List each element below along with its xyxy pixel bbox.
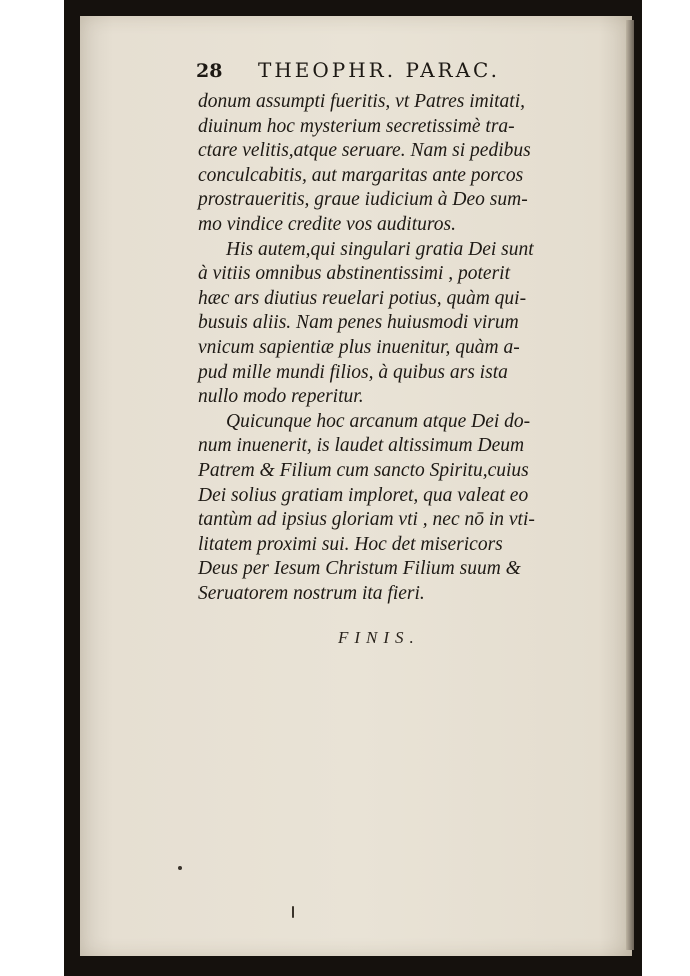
running-head: THEOPHR. PARAC. bbox=[258, 58, 500, 82]
text-line: tantùm ad ipsius gloriam vti , nec nō in vti- bbox=[198, 509, 535, 531]
text-line: ctare velitis,atque seruare. Nam si pedibus bbox=[198, 140, 531, 162]
body-text bbox=[198, 90, 604, 606]
text-line: Quicunque hoc arcanum atque Dei do- bbox=[226, 410, 531, 432]
text-line: vnicum sapientiæ plus inuenitur, quàm a- bbox=[198, 336, 520, 358]
ink-speck bbox=[292, 906, 294, 918]
text-line: litatem proximi sui. Hoc det misericors bbox=[198, 533, 503, 555]
text-line: Dei solius gratiam imploret, qua valeat eo bbox=[198, 484, 529, 506]
text-line: Patrem & Filium cum sancto Spiritu,cuius bbox=[198, 459, 529, 481]
text-line: diuinum hoc mysterium secretissimè tra- bbox=[198, 115, 515, 137]
ink-speck bbox=[178, 866, 182, 870]
text-line: conculcabitis, aut margaritas ante porcos bbox=[198, 164, 524, 186]
text-line: busuis aliis. Nam penes huiusmodi virum bbox=[198, 312, 519, 334]
text-line: Deus per Iesum Christum Filium suum & bbox=[198, 558, 521, 580]
text-line: hæc ars diutius reuelari potius, quàm qui- bbox=[198, 287, 527, 309]
finis-label: FINIS. bbox=[338, 628, 420, 647]
text-line: nullo modo reperitur. bbox=[198, 386, 364, 408]
text-line: prostraueritis, graue iudicium à Deo sum- bbox=[198, 189, 528, 211]
page-header bbox=[196, 56, 596, 86]
text-line: His autem,qui singulari gratia Dei sunt bbox=[226, 238, 534, 260]
text-line: Seruatorem nostrum ita fieri. bbox=[198, 582, 425, 604]
text-line: mo vindice credite vos audituros. bbox=[198, 213, 456, 235]
text-line: num inuenerit, is laudet altissimum Deum bbox=[198, 435, 525, 457]
page-number: 28 bbox=[196, 60, 223, 82]
text-line: à vitiis omnibus abstinentissimi , poterit bbox=[198, 263, 511, 285]
page-edge bbox=[626, 20, 634, 950]
text-line: donum assumpti fueritis, vt Patres imitati, bbox=[198, 91, 525, 112]
text-line: pud mille mundi filios, à quibus ars ista bbox=[198, 361, 508, 383]
